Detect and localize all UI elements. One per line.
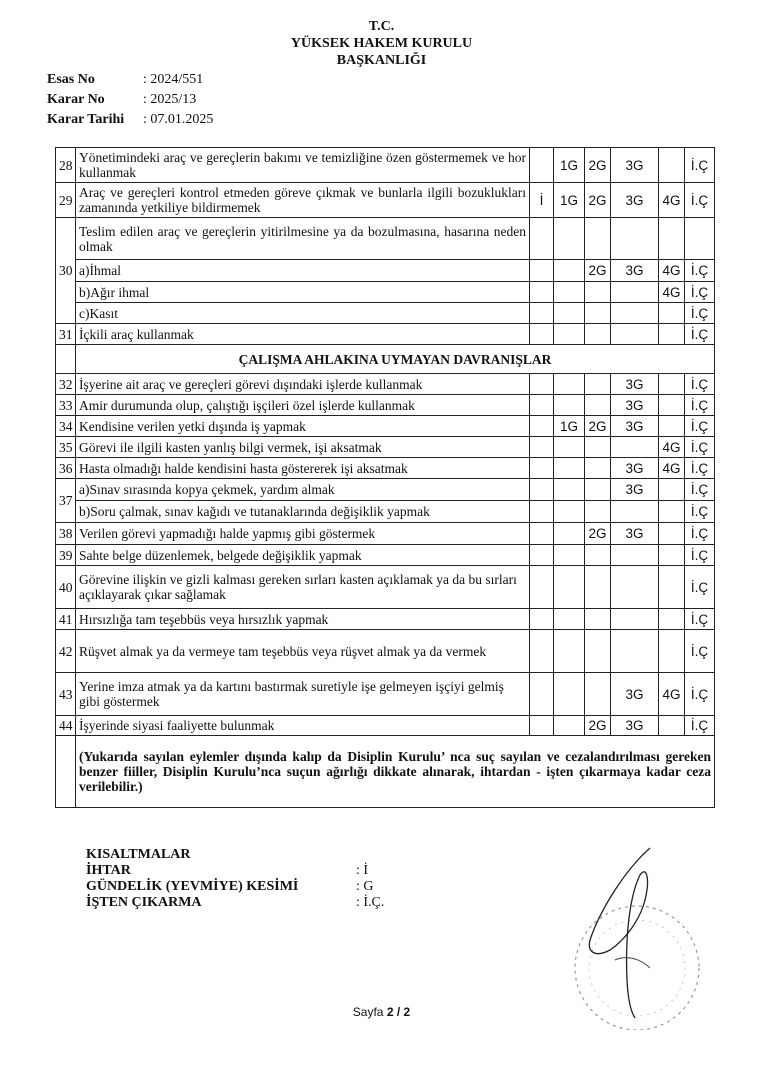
- penalty-cell: [530, 566, 554, 609]
- penalty-cell: [554, 479, 585, 501]
- penalty-cell: 4G: [659, 458, 685, 479]
- dismissal-cell: İ.Ç: [685, 416, 715, 437]
- penalty-cell: 2G: [585, 148, 611, 183]
- penalty-cell: 3G: [611, 523, 659, 545]
- row-number: 40: [56, 566, 76, 609]
- row-number: 37: [56, 479, 76, 523]
- penalty-cell: [611, 545, 659, 566]
- table-row: [56, 716, 715, 736]
- row-description: b)Soru çalmak, sınav kağıdı ve tutanaklarında değişiklik yapmak: [76, 501, 530, 523]
- penalty-cell: [554, 630, 585, 673]
- abbreviation-key: GÜNDELİK (YEVMİYE) KESİMİ: [86, 879, 299, 894]
- penalty-cell: [554, 523, 585, 545]
- penalty-cell: 2G: [585, 183, 611, 218]
- penalty-cell: [554, 545, 585, 566]
- penalty-cell: [530, 260, 554, 282]
- row-description: Verilen görevi yapmadığı halde yapmış gibi göstermek: [76, 523, 530, 545]
- row-number: 43: [56, 673, 76, 716]
- row-description: Araç ve gereçleri kontrol etmeden göreve çıkmak ve bunlarla ilgili bozuklukları zamanında yetkiliye bildirmemek: [76, 183, 530, 218]
- row-description: Görevine ilişkin ve gizli kalması gereken sırları kasten açıklamak ya da bu sırları açıklayarak çıkar sağlamak: [76, 566, 530, 609]
- row-description: Hırsızlığa tam teşebbüs veya hırsızlık yapmak: [76, 609, 530, 630]
- penalty-cell: [659, 523, 685, 545]
- penalty-cell: [585, 458, 611, 479]
- penalty-cell: [530, 282, 554, 303]
- penalty-cell: [659, 374, 685, 395]
- row-description: Amir durumunda olup, çalıştığı işçileri özel işlerde kullanmak: [76, 395, 530, 416]
- dismissal-cell: İ.Ç: [685, 282, 715, 303]
- row-number: 31: [56, 324, 76, 345]
- penalty-cell: [530, 630, 554, 673]
- page-label: Sayfa: [352, 1005, 384, 1019]
- penalty-cell: [585, 501, 611, 523]
- penalty-cell: [530, 545, 554, 566]
- penalty-cell: 2G: [585, 716, 611, 736]
- table-row: [56, 437, 715, 458]
- penalty-cell: [530, 324, 554, 345]
- case-number-row: [47, 70, 213, 90]
- case-number-label: Esas No: [47, 72, 95, 87]
- penalty-cell: [611, 609, 659, 630]
- penalty-cell: [530, 716, 554, 736]
- penalty-cell: [554, 324, 585, 345]
- penalty-cell: [585, 395, 611, 416]
- dismissal-cell: İ.Ç: [685, 501, 715, 523]
- penalty-cell: [585, 479, 611, 501]
- penalty-cell: 3G: [611, 673, 659, 716]
- row-number: 38: [56, 523, 76, 545]
- dismissal-cell: İ.Ç: [685, 395, 715, 416]
- penalty-cell: [585, 303, 611, 324]
- row-number: 29: [56, 183, 76, 218]
- penalty-cell: [530, 458, 554, 479]
- dismissal-cell: İ.Ç: [685, 148, 715, 183]
- penalty-cell: [554, 303, 585, 324]
- dismissal-cell: İ.Ç: [685, 458, 715, 479]
- row-number: 35: [56, 437, 76, 458]
- penalty-cell: [659, 609, 685, 630]
- table-row: [56, 260, 715, 282]
- dismissal-cell: İ.Ç: [685, 630, 715, 673]
- row-description: Rüşvet almak ya da vermeye tam teşebbüs veya rüşvet almak ya da vermek: [76, 630, 530, 673]
- table-row: [56, 545, 715, 566]
- table-row: [56, 282, 715, 303]
- penalty-cell: [530, 479, 554, 501]
- table-row: [56, 148, 715, 183]
- row-description: Hasta olmadığı halde kendisini hasta göstererek işi aksatmak: [76, 458, 530, 479]
- abbreviation-value: : G: [356, 879, 374, 894]
- penalty-cell: 2G: [585, 260, 611, 282]
- penalty-cell: [585, 609, 611, 630]
- penalty-cell: [611, 303, 659, 324]
- penalty-cell: [585, 673, 611, 716]
- penalty-cell: [585, 545, 611, 566]
- penalty-cell: [659, 416, 685, 437]
- abbreviations-block: [86, 847, 384, 911]
- penalty-cell: [530, 609, 554, 630]
- case-info: [47, 70, 213, 130]
- table-row: [56, 324, 715, 345]
- document-header: [0, 18, 763, 69]
- decision-date-value: : 07.01.2025: [143, 112, 214, 127]
- row-description: Teslim edilen araç ve gereçlerin yitirilmesine ya da bozulmasına, hasarına neden olmak: [76, 218, 530, 260]
- penalty-cell: 4G: [659, 282, 685, 303]
- dismissal-cell: İ.Ç: [685, 183, 715, 218]
- abbreviations-title: KISALTMALAR: [86, 847, 191, 862]
- penalty-cell: [611, 630, 659, 673]
- penalty-cell: 3G: [611, 183, 659, 218]
- row-description: İşyerine ait araç ve gereçleri görevi dışındaki işlerde kullanmak: [76, 374, 530, 395]
- penalty-cell: [585, 324, 611, 345]
- penalty-cell: [611, 324, 659, 345]
- row-number: 30: [56, 218, 76, 324]
- dismissal-cell: İ.Ç: [685, 609, 715, 630]
- table-row: [56, 479, 715, 501]
- penalty-cell: [530, 395, 554, 416]
- header-tc: T.C.: [368, 19, 395, 34]
- dismissal-cell: İ.Ç: [685, 523, 715, 545]
- page-separator: /: [396, 1005, 401, 1019]
- penalty-cell: [659, 479, 685, 501]
- table-row: [56, 673, 715, 716]
- penalty-cell: İ: [530, 183, 554, 218]
- table-row: [56, 416, 715, 437]
- table-row: [56, 501, 715, 523]
- penalty-cell: [585, 282, 611, 303]
- row-description: Yönetimindeki araç ve gereçlerin bakımı ve temizliğine özen göstermemek ve hor kullanmak: [76, 148, 530, 183]
- penalty-cell: 4G: [659, 673, 685, 716]
- penalty-cell: [554, 260, 585, 282]
- penalty-cell: [554, 566, 585, 609]
- penalty-cell: 1G: [554, 183, 585, 218]
- row-description: Kendisine verilen yetki dışında iş yapmak: [76, 416, 530, 437]
- penalty-cell: 3G: [611, 395, 659, 416]
- penalty-cell: [554, 458, 585, 479]
- penalty-cell: [611, 566, 659, 609]
- row-number: 39: [56, 545, 76, 566]
- penalty-cell: [659, 501, 685, 523]
- penalty-cell: [554, 609, 585, 630]
- penalty-cell: [554, 437, 585, 458]
- table-row: [56, 566, 715, 609]
- penalty-cell: [554, 501, 585, 523]
- penalty-cell: [659, 148, 685, 183]
- section-heading: ÇALIŞMA AHLAKINA UYMAYAN DAVRANIŞLAR: [76, 345, 715, 374]
- row-number: 44: [56, 716, 76, 736]
- section-row: [56, 345, 715, 374]
- penalty-cell: [530, 374, 554, 395]
- penalty-cell: 4G: [659, 437, 685, 458]
- penalty-cell: 1G: [554, 416, 585, 437]
- row-description: a)İhmal: [76, 260, 530, 282]
- dismissal-cell: İ.Ç: [685, 303, 715, 324]
- dismissal-cell: İ.Ç: [685, 566, 715, 609]
- abbreviation-value: : İ.Ç.: [356, 895, 385, 910]
- table-row: [56, 303, 715, 324]
- row-number: 42: [56, 630, 76, 673]
- penalty-cell: 3G: [611, 374, 659, 395]
- header-institution: YÜKSEK HAKEM KURULU: [290, 36, 473, 51]
- penalty-cell: 3G: [611, 479, 659, 501]
- row-description: İçkili araç kullanmak: [76, 324, 530, 345]
- abbreviation-key: İŞTEN ÇIKARMA: [86, 895, 202, 910]
- penalty-cell: [611, 282, 659, 303]
- row-description: Görevi ile ilgili kasten yanlış bilgi vermek, işi aksatmak: [76, 437, 530, 458]
- page-total: 2: [403, 1005, 411, 1019]
- row-description: Yerine imza atmak ya da kartını bastırmak suretiyle işe gelmeyen işçiyi gelmiş gibi göstermek: [76, 673, 530, 716]
- discipline-table: [55, 147, 715, 808]
- abbreviation-key: İHTAR: [86, 863, 131, 878]
- page-current: 2: [386, 1005, 394, 1019]
- row-description: Sahte belge düzenlemek, belgede değişiklik yapmak: [76, 545, 530, 566]
- penalty-cell: 3G: [611, 260, 659, 282]
- dismissal-cell: İ.Ç: [685, 437, 715, 458]
- dismissal-cell: İ.Ç: [685, 479, 715, 501]
- table-row: [56, 395, 715, 416]
- penalty-cell: [530, 416, 554, 437]
- row-description: a)Sınav sırasında kopya çekmek, yardım almak: [76, 479, 530, 501]
- penalty-cell: 3G: [611, 148, 659, 183]
- row-number: 41: [56, 609, 76, 630]
- decision-date-row: [47, 110, 213, 130]
- dismissal-cell: İ.Ç: [685, 260, 715, 282]
- penalty-cell: 3G: [611, 416, 659, 437]
- penalty-cell: [530, 673, 554, 716]
- row-number: 36: [56, 458, 76, 479]
- table-row: [56, 609, 715, 630]
- penalty-cell: [554, 282, 585, 303]
- penalty-cell: 3G: [611, 716, 659, 736]
- dismissal-cell: İ.Ç: [685, 374, 715, 395]
- dismissal-cell: İ.Ç: [685, 673, 715, 716]
- penalty-cell: [585, 630, 611, 673]
- penalty-cell: [659, 324, 685, 345]
- penalty-cell: [659, 545, 685, 566]
- penalty-cell: 1G: [554, 148, 585, 183]
- table-row: [56, 458, 715, 479]
- row-number: 33: [56, 395, 76, 416]
- decision-number-row: [47, 90, 213, 110]
- penalty-cell: [659, 303, 685, 324]
- dismissal-cell: İ.Ç: [685, 324, 715, 345]
- abbreviation-item: [86, 879, 384, 895]
- table-row: [56, 523, 715, 545]
- footnote-row: [56, 736, 715, 808]
- dismissal-cell: İ.Ç: [685, 716, 715, 736]
- penalty-cell: 3G: [611, 458, 659, 479]
- case-number-value: : 2024/551: [143, 72, 204, 87]
- penalty-cell: [659, 566, 685, 609]
- header-presidency: BAŞKANLIĞI: [336, 53, 427, 68]
- table-row: [56, 183, 715, 218]
- footnote-text: (Yukarıda sayılan eylemler dışında kalıp da Disiplin Kurulu’ nca suç sayılan ve cezalandırılması gereken benzer fiiller, Disiplin Kurulu’nca suçun ağırlığı dikkate alınarak, ihtardan - işten çıkarmaya kadar ceza verilebilir.): [76, 736, 715, 808]
- decision-date-label: Karar Tarihi: [47, 112, 125, 127]
- penalty-cell: [530, 303, 554, 324]
- penalty-cell: [611, 437, 659, 458]
- abbreviation-value: : İ: [356, 863, 369, 878]
- row-number: 34: [56, 416, 76, 437]
- penalty-cell: [659, 716, 685, 736]
- penalty-cell: [659, 395, 685, 416]
- decision-number-value: : 2025/13: [143, 92, 197, 107]
- penalty-cell: 2G: [585, 523, 611, 545]
- penalty-cell: 4G: [659, 183, 685, 218]
- penalty-cell: [585, 566, 611, 609]
- penalty-cell: [585, 437, 611, 458]
- decision-number-label: Karar No: [47, 92, 105, 107]
- abbreviation-item: [86, 895, 384, 911]
- abbreviation-item: [86, 863, 384, 879]
- penalty-cell: [554, 374, 585, 395]
- row-description: b)Ağır ihmal: [76, 282, 530, 303]
- penalty-cell: [530, 437, 554, 458]
- row-description: İşyerinde siyasi faaliyette bulunmak: [76, 716, 530, 736]
- penalty-cell: [530, 148, 554, 183]
- row-number: 32: [56, 374, 76, 395]
- table-row: [56, 218, 715, 260]
- penalty-cell: [659, 630, 685, 673]
- penalty-cell: [585, 374, 611, 395]
- table-row: [56, 374, 715, 395]
- table-row: [56, 630, 715, 673]
- penalty-cell: [554, 673, 585, 716]
- penalty-cell: [554, 716, 585, 736]
- penalty-cell: [554, 395, 585, 416]
- penalty-cell: 4G: [659, 260, 685, 282]
- row-number: 28: [56, 148, 76, 183]
- row-description: c)Kasıt: [76, 303, 530, 324]
- page-number: [0, 1005, 763, 1019]
- penalty-cell: [530, 501, 554, 523]
- penalty-cell: 2G: [585, 416, 611, 437]
- dismissal-cell: İ.Ç: [685, 545, 715, 566]
- penalty-cell: [530, 523, 554, 545]
- penalty-cell: [611, 501, 659, 523]
